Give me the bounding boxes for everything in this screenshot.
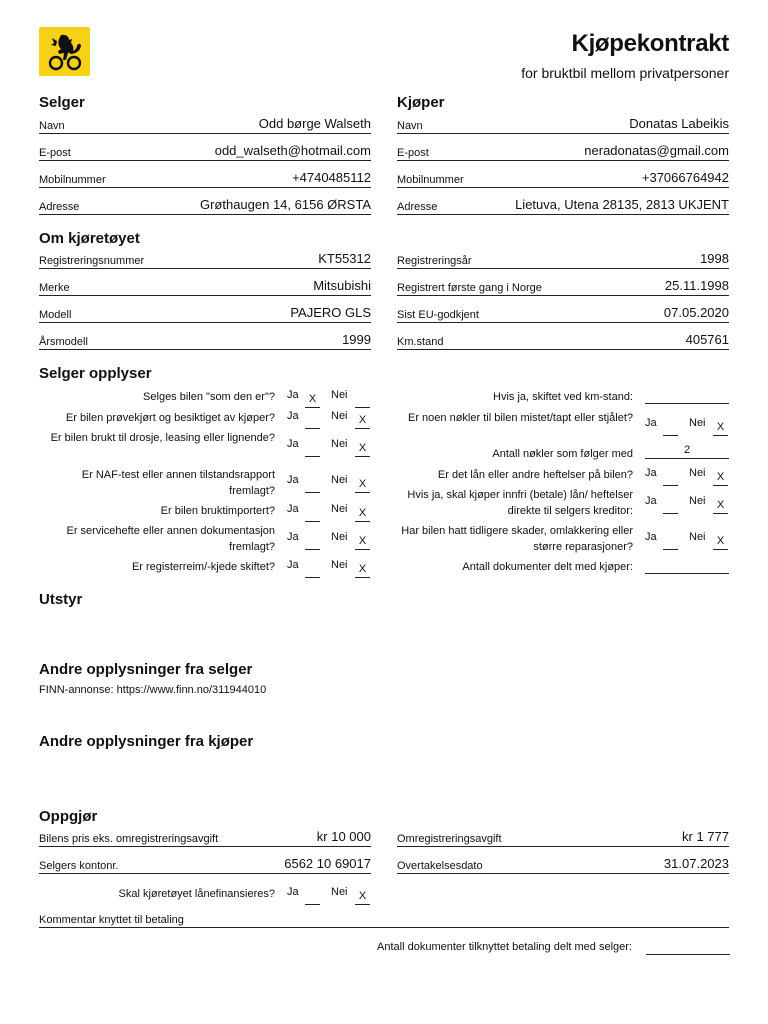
nei-mark[interactable]: X	[713, 499, 728, 514]
field-value: PAJERO GLS	[290, 305, 371, 320]
field-label: E-post	[39, 147, 71, 159]
question-text: Er bilen brukt til drosje, leasing eller lignende?	[50, 432, 275, 444]
field-value: +37066764942	[641, 170, 729, 185]
ja-label: Ja	[645, 495, 657, 507]
ja-label: Ja	[287, 531, 299, 543]
yes-no-group	[287, 410, 371, 426]
field-label: Mobilnummer	[397, 174, 464, 186]
page-subtitle: for bruktbil mellom privatpersoner	[521, 65, 729, 81]
nei-label: Nei	[331, 559, 348, 571]
question-text: Hvis ja, skal kjøper innfri (betale) lån/ heftelser direkte til selgers kreditor:	[407, 489, 633, 517]
nei-label: Nei	[689, 467, 706, 479]
nei-mark[interactable]: X	[355, 478, 370, 493]
question-text: Har bilen hatt tidligere skader, omlakkering eller større reparasjoner?	[401, 525, 633, 553]
field-label: Navn	[397, 120, 423, 132]
yes-no-group	[645, 531, 729, 547]
ja-label: Ja	[645, 417, 657, 429]
seller-email-field	[39, 143, 371, 161]
yes-no-group	[287, 438, 371, 454]
yes-no-group	[645, 495, 729, 511]
ja-mark[interactable]	[305, 442, 320, 457]
nei-mark[interactable]: X	[355, 890, 370, 905]
question-text: Er bilen prøvekjørt og besiktiget av kjøper?	[65, 412, 275, 424]
nei-mark[interactable]: X	[355, 563, 370, 578]
question-text: Er servicehefte eller annen dokumentasjon fremlagt?	[66, 525, 275, 553]
seller-address-field	[39, 197, 371, 215]
nei-mark[interactable]: X	[355, 535, 370, 550]
field-value: neradonatas@gmail.com	[584, 143, 729, 158]
ja-mark[interactable]	[305, 535, 320, 550]
equipment-heading: Utstyr	[39, 591, 83, 608]
ja-label: Ja	[645, 467, 657, 479]
question-text: Er noen nøkler til bilen mistet/tapt eller stjålet?	[408, 412, 633, 424]
field-value: kr 1 777	[682, 829, 729, 844]
field-label: Selgers kontonr.	[39, 860, 119, 872]
vehicle-heading: Om kjøretøyet	[39, 230, 140, 247]
buyer-address-field	[397, 197, 729, 215]
question-text: Antall dokumenter delt med kjøper:	[462, 561, 633, 573]
nei-label: Nei	[331, 438, 348, 450]
ja-mark[interactable]	[305, 414, 320, 429]
question-text: Er bilen bruktimportert?	[160, 505, 275, 517]
field-value: 31.07.2023	[663, 856, 729, 871]
nei-mark[interactable]: X	[713, 471, 728, 486]
reg-number-field	[39, 251, 371, 269]
other-seller-text: FINN-annonse: https://www.finn.no/311944010	[39, 684, 267, 696]
field-value: 07.05.2020	[663, 305, 729, 320]
nei-mark[interactable]: X	[355, 442, 370, 457]
ja-mark[interactable]	[663, 421, 678, 436]
ja-label: Ja	[287, 886, 299, 898]
field-value: 1998	[700, 251, 729, 266]
buyer-name-field	[397, 116, 729, 134]
field-label: Adresse	[39, 201, 80, 213]
field-label: Registreringsnummer	[39, 255, 145, 267]
seller-phone-field	[39, 170, 371, 188]
ja-mark[interactable]	[305, 507, 320, 522]
field-value: 405761	[685, 332, 729, 347]
seller-heading: Selger	[39, 94, 85, 111]
payment-comment-field[interactable]	[39, 913, 729, 928]
field-value: +4740485112	[292, 170, 371, 185]
nei-mark[interactable]	[355, 393, 370, 408]
ja-mark[interactable]	[663, 499, 678, 514]
field-label: Modell	[39, 309, 72, 321]
buyer-heading: Kjøper	[397, 94, 445, 111]
ja-mark[interactable]: X	[305, 393, 320, 408]
keys-count-input[interactable]: 2	[645, 444, 729, 459]
rereg-fee-field	[397, 829, 729, 847]
lion-logo-icon	[39, 27, 90, 76]
field-value: 1999	[342, 332, 371, 347]
nei-mark[interactable]: X	[355, 414, 370, 429]
first-reg-norway-field	[397, 278, 729, 296]
field-value: Donatas Labeikis	[629, 116, 729, 131]
payment-docs-input[interactable]	[646, 940, 730, 955]
ja-label: Ja	[287, 503, 299, 515]
field-value: Odd børge Walseth	[258, 116, 371, 131]
ja-mark[interactable]	[663, 471, 678, 486]
eu-approval-field	[397, 305, 729, 323]
field-label: E-post	[397, 147, 429, 159]
field-label: Adresse	[397, 201, 438, 213]
nei-mark[interactable]: X	[713, 421, 728, 436]
question-text: Antall nøkler som følger med	[492, 448, 633, 460]
field-label: Årsmodell	[39, 336, 88, 348]
nei-mark[interactable]: X	[355, 507, 370, 522]
page-title: Kjøpekontrakt	[571, 30, 729, 57]
question-text: Selges bilen "som den er"?	[143, 391, 275, 403]
nei-label: Nei	[331, 503, 348, 515]
nei-label: Nei	[689, 417, 706, 429]
handover-date-field	[397, 856, 729, 874]
question-text: Er det lån eller andre heftelser på bilen?	[437, 469, 633, 481]
payment-docs-question: Antall dokumenter tilknyttet betaling delt med selger:	[377, 941, 632, 953]
yes-no-group	[287, 474, 371, 490]
nei-label: Nei	[331, 886, 348, 898]
field-label: Merke	[39, 282, 70, 294]
field-value: 6562 10 69017	[284, 856, 371, 871]
question-text: Skal kjøretøyet lånefinansieres?	[118, 888, 275, 900]
docs-shared-input[interactable]	[645, 559, 729, 574]
yes-no-group	[645, 467, 729, 483]
km-stand-input[interactable]	[645, 389, 729, 404]
ja-label: Ja	[287, 389, 299, 401]
nei-label: Nei	[331, 389, 348, 401]
yes-no-group	[287, 389, 371, 405]
model-field	[39, 305, 371, 323]
field-value: Lietuva, Utena 28135, 2813 UKJENT	[515, 197, 729, 212]
make-field	[39, 278, 371, 296]
field-value: Mitsubishi	[313, 278, 371, 293]
field-value: KT55312	[318, 251, 371, 266]
field-label: Km.stand	[397, 336, 444, 348]
ja-mark[interactable]	[305, 478, 320, 493]
field-label: Registrert første gang i Norge	[397, 282, 542, 294]
ja-label: Ja	[287, 474, 299, 486]
nei-label: Nei	[331, 531, 348, 543]
ja-label: Ja	[287, 438, 299, 450]
seller-info-heading: Selger opplyser	[39, 365, 152, 382]
field-label: Bilens pris eks. omregistreringsavgift	[39, 833, 219, 845]
ja-label: Ja	[287, 410, 299, 422]
field-label: Sist EU-godkjent	[397, 309, 479, 321]
yes-no-group	[287, 559, 371, 575]
logo	[39, 27, 90, 76]
nei-mark[interactable]: X	[713, 535, 728, 550]
yes-no-group	[287, 503, 371, 519]
ja-mark[interactable]	[663, 535, 678, 550]
seller-name-field	[39, 116, 371, 134]
nei-label: Nei	[689, 495, 706, 507]
account-field	[39, 856, 371, 874]
ja-label: Ja	[287, 559, 299, 571]
nei-label: Nei	[331, 474, 348, 486]
buyer-phone-field	[397, 170, 729, 188]
ja-mark[interactable]	[305, 890, 320, 905]
field-label: Navn	[39, 120, 65, 132]
field-value: kr 10 000	[316, 829, 371, 844]
nei-label: Nei	[689, 531, 706, 543]
question-text: Er NAF-test eller annen tilstandsrapport fremlagt?	[81, 469, 275, 497]
reg-year-field	[397, 251, 729, 269]
field-label: Overtakelsesdato	[397, 860, 483, 872]
yes-no-group	[287, 886, 371, 902]
field-label: Kommentar knyttet til betaling	[39, 914, 184, 926]
ja-label: Ja	[645, 531, 657, 543]
field-label: Registreringsår	[397, 255, 472, 267]
question-text: Er registerreim/-kjede skiftet?	[131, 561, 275, 573]
field-value: Grøthaugen 14, 6156 ØRSTA	[199, 197, 371, 212]
field-label: Omregistreringsavgift	[397, 833, 502, 845]
ja-mark[interactable]	[305, 563, 320, 578]
buyer-email-field	[397, 143, 729, 161]
other-buyer-heading: Andre opplysninger fra kjøper	[39, 733, 254, 750]
nei-label: Nei	[331, 410, 348, 422]
model-year-field	[39, 332, 371, 350]
field-label: Mobilnummer	[39, 174, 106, 186]
yes-no-group	[287, 531, 371, 547]
other-seller-heading: Andre opplysninger fra selger	[39, 661, 253, 678]
price-field	[39, 829, 371, 847]
settlement-heading: Oppgjør	[39, 808, 98, 825]
field-value: 25.11.1998	[664, 278, 729, 293]
odometer-field	[397, 332, 729, 350]
question-text: Hvis ja, skiftet ved km-stand:	[493, 391, 633, 403]
yes-no-group	[645, 417, 729, 433]
field-value: odd_walseth@hotmail.com	[214, 143, 371, 158]
